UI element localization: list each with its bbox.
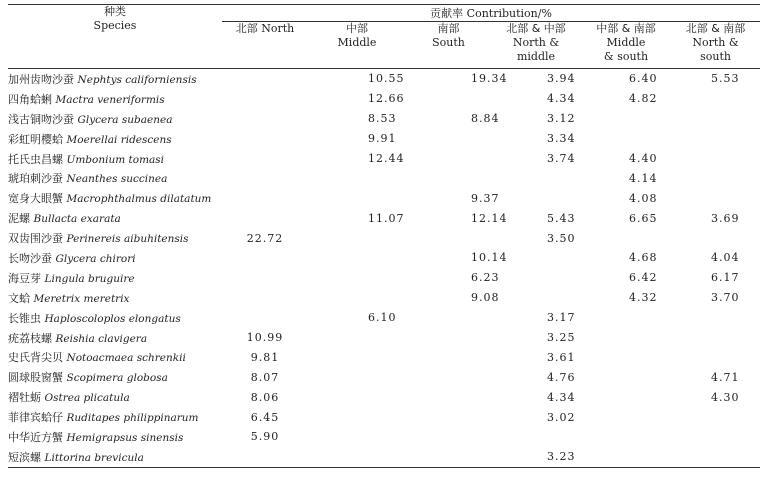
value-cell (308, 407, 406, 427)
value-cell (406, 367, 491, 387)
region-header (222, 22, 308, 69)
value-cell: 4.82 (629, 92, 658, 106)
table-row (8, 447, 760, 467)
value-cell: 4.34 (547, 390, 576, 404)
region-header-en: North & (692, 36, 739, 49)
species-name-cn: 菲律宾蛤仔 (8, 411, 63, 425)
species-cell (8, 228, 222, 248)
species-cell (8, 109, 222, 129)
contribution-table (8, 4, 760, 468)
species-name-latin: Littorina brevicula (44, 451, 144, 464)
value-cell (671, 308, 760, 328)
species-name-cn: 泥螺 (8, 212, 30, 226)
value-cell: 10.14 (471, 251, 508, 265)
species-name-latin: Bullacta exarata (33, 213, 121, 226)
value-cell (671, 188, 760, 208)
species-cell (8, 328, 222, 348)
value-cell: 8.07 (250, 370, 280, 384)
region-header (581, 22, 671, 69)
value-cell (671, 149, 760, 169)
value-cell (406, 387, 491, 407)
species-name-cn: 浅古铜吻沙蚕 (8, 112, 74, 126)
species-name-latin: Reishia clavigera (55, 332, 148, 345)
table-row (8, 89, 760, 109)
value-cell (308, 387, 406, 407)
species-cell (8, 89, 222, 109)
table-row (8, 347, 760, 367)
value-cell: 8.06 (250, 390, 280, 404)
value-cell (222, 208, 308, 228)
region-header-en: North & (512, 36, 560, 49)
value-cell: 6.17 (711, 271, 740, 285)
value-cell (406, 447, 491, 467)
value-cell (671, 328, 760, 348)
value-cell (222, 89, 308, 109)
value-cell (581, 367, 671, 387)
value-cell: 3.69 (711, 211, 740, 225)
region-header (671, 22, 760, 69)
value-cell: 5.43 (547, 211, 576, 225)
value-cell: 9.81 (250, 350, 280, 364)
region-header (308, 22, 406, 69)
value-cell (581, 109, 671, 129)
value-cell: 5.90 (250, 430, 280, 444)
value-cell: 9.08 (471, 291, 500, 305)
region-header (406, 22, 491, 69)
species-name-latin: Moerellai ridescens (66, 133, 172, 146)
table-body (8, 69, 760, 468)
value-cell (308, 268, 406, 288)
value-cell: 4.32 (629, 291, 658, 305)
species-name-cn: 文蛤 (8, 291, 30, 305)
value-cell (671, 89, 760, 109)
value-cell (581, 427, 671, 447)
value-cell (308, 248, 406, 268)
value-cell: 4.68 (629, 251, 658, 265)
value-cell (581, 308, 671, 328)
species-name-latin: Perinereis aibuhitensis (66, 233, 189, 246)
value-cell: 5.53 (711, 72, 740, 86)
species-name-cn: 海豆芽 (8, 271, 41, 285)
species-cell (8, 208, 222, 228)
table-row (8, 427, 760, 447)
value-cell: 10.99 (246, 331, 284, 345)
species-cell (8, 168, 222, 188)
value-cell: 11.07 (368, 211, 405, 225)
species-cell (8, 268, 222, 288)
value-cell (406, 168, 491, 188)
species-name-latin: Glycera chirori (55, 252, 136, 265)
value-cell: 3.34 (547, 132, 576, 146)
species-cell (8, 129, 222, 149)
species-name-latin: Nephtys californiensis (77, 73, 197, 86)
species-name-cn: 宽身大眼蟹 (8, 192, 63, 206)
species-cell (8, 427, 222, 447)
value-cell: 3.61 (547, 350, 576, 364)
header-row-1 (8, 5, 760, 22)
value-cell: 12.66 (368, 92, 405, 106)
table-row (8, 228, 760, 248)
value-cell: 4.04 (711, 251, 740, 265)
species-name-latin: Mactra veneriformis (55, 93, 165, 106)
value-cell (406, 308, 491, 328)
species-name-cn: 琥珀刺沙蚕 (8, 172, 63, 186)
species-name-cn: 圆球股窗蟹 (8, 371, 63, 385)
region-header-en: Middle (606, 36, 646, 49)
value-cell: 3.74 (547, 152, 576, 165)
species-name-cn: 短滨螺 (8, 450, 41, 464)
value-cell (491, 168, 581, 188)
species-name-cn: 彩虹明樱蛤 (8, 132, 63, 146)
value-cell (222, 248, 308, 268)
value-cell: 22.72 (246, 231, 284, 245)
region-header-en-line2: south (700, 50, 731, 63)
value-cell (406, 427, 491, 447)
value-cell (491, 427, 581, 447)
value-cell: 3.25 (547, 331, 576, 345)
species-cell (8, 447, 222, 467)
value-cell: 9.37 (471, 191, 500, 205)
value-cell: 3.02 (547, 410, 576, 424)
value-cell (222, 109, 308, 129)
species-name-cn: 史氏背尖贝 (8, 351, 63, 365)
species-name-cn: 托氏虫昌螺 (8, 152, 63, 166)
value-cell (491, 268, 581, 288)
species-name-cn: 四角蛤蜊 (8, 92, 52, 106)
value-cell (222, 168, 308, 188)
table-row (8, 367, 760, 387)
value-cell (222, 188, 308, 208)
species-cell (8, 367, 222, 387)
table-row (8, 149, 760, 169)
value-cell (222, 447, 308, 467)
species-name-latin: Umbonium tomasi (66, 153, 165, 166)
value-cell: 4.34 (547, 92, 576, 106)
species-name-cn: 长吻沙蚕 (8, 251, 52, 265)
value-cell (222, 149, 308, 169)
value-cell (491, 188, 581, 208)
species-name-cn: 双齿围沙蚕 (8, 232, 63, 246)
species-cell (8, 188, 222, 208)
value-cell (222, 308, 308, 328)
table-row (8, 288, 760, 308)
value-cell (671, 168, 760, 188)
species-name-latin: Macrophthalmus dilatatum (66, 193, 212, 206)
value-cell (671, 109, 760, 129)
table-row (8, 308, 760, 328)
species-cell (8, 149, 222, 169)
species-name-cn: 疣荔枝螺 (8, 331, 52, 345)
value-cell (406, 149, 491, 169)
value-cell: 4.14 (629, 171, 658, 185)
value-cell: 3.94 (547, 72, 576, 86)
species-cell (8, 387, 222, 407)
value-cell (671, 228, 760, 248)
species-name-latin: Ruditapes philippinarum (66, 412, 199, 425)
value-cell: 4.71 (711, 370, 740, 384)
value-cell (491, 288, 581, 308)
value-cell: 3.70 (711, 291, 740, 305)
species-header-en: Species (93, 19, 137, 32)
value-cell: 3.12 (547, 112, 576, 126)
species-name-latin: Neanthes succinea (66, 173, 168, 186)
species-cell (8, 407, 222, 427)
table-row (8, 69, 760, 89)
species-name-latin: Glycera subaenea (77, 113, 173, 126)
value-cell: 4.08 (629, 191, 658, 205)
region-header-en-line2: middle (516, 50, 556, 63)
value-cell (406, 129, 491, 149)
region-header-cn: 中部 & 南部 (596, 22, 656, 35)
value-cell: 4.30 (711, 390, 740, 404)
value-cell (671, 447, 760, 467)
species-name-latin: Meretrix meretrix (33, 292, 130, 305)
value-cell (308, 168, 406, 188)
value-cell (671, 347, 760, 367)
table-row (8, 407, 760, 427)
value-cell (222, 129, 308, 149)
region-header-en: Middle (337, 36, 377, 49)
value-cell (308, 328, 406, 348)
value-cell: 3.17 (547, 311, 576, 325)
value-cell (581, 328, 671, 348)
value-cell (581, 407, 671, 427)
region-header-cn: 南部 (437, 22, 460, 35)
value-cell: 4.40 (629, 152, 658, 165)
region-header (491, 22, 581, 69)
value-cell (671, 129, 760, 149)
value-cell: 6.23 (471, 271, 500, 285)
value-cell: 12.14 (471, 211, 508, 225)
table-row (8, 188, 760, 208)
region-header-cn: 北部 & 中部 (506, 22, 566, 35)
table-row (8, 129, 760, 149)
value-cell (222, 69, 308, 89)
value-cell: 6.65 (629, 211, 658, 225)
table-row (8, 268, 760, 288)
value-cell (581, 447, 671, 467)
value-cell (406, 228, 491, 248)
region-header-en: North (261, 22, 295, 35)
value-cell: 6.42 (629, 271, 658, 285)
value-cell (406, 328, 491, 348)
species-name-latin: Hemigrapsus sinensis (66, 431, 184, 444)
value-cell: 19.34 (471, 72, 508, 86)
value-cell (222, 268, 308, 288)
value-cell (406, 347, 491, 367)
table-row (8, 387, 760, 407)
value-cell (671, 407, 760, 427)
region-header-en-line2: & south (603, 50, 649, 63)
region-header-cn: 北部 & 南部 (685, 22, 746, 35)
value-cell (671, 427, 760, 447)
table-row (8, 109, 760, 129)
value-cell (308, 228, 406, 248)
value-cell: 8.84 (471, 112, 500, 126)
species-cell (8, 69, 222, 89)
value-cell: 4.76 (547, 370, 576, 384)
value-cell: 6.45 (250, 410, 280, 424)
value-cell: 12.44 (368, 152, 405, 165)
value-cell (308, 347, 406, 367)
table-row (8, 168, 760, 188)
species-header (8, 5, 222, 69)
species-name-latin: Notoacmaea schrenkii (66, 352, 186, 365)
species-cell (8, 288, 222, 308)
contribution-header: 贡献率 Contribution/% (222, 5, 760, 22)
species-cell (8, 347, 222, 367)
value-cell (308, 188, 406, 208)
value-cell (581, 347, 671, 367)
value-cell (406, 89, 491, 109)
table-row (8, 328, 760, 348)
value-cell (222, 288, 308, 308)
value-cell: 10.55 (368, 72, 405, 86)
species-name-latin: Lingula bruguire (44, 272, 135, 285)
value-cell (581, 387, 671, 407)
species-name-cn: 褶牡蛎 (8, 391, 41, 405)
species-header-cn: 种类 (104, 5, 126, 18)
value-cell: 6.40 (629, 72, 658, 86)
species-name-cn: 中华近方蟹 (8, 430, 63, 444)
table-row (8, 208, 760, 228)
value-cell: 3.50 (547, 231, 576, 245)
region-header-en: South (432, 36, 465, 49)
species-cell (8, 248, 222, 268)
species-cell (8, 308, 222, 328)
value-cell (406, 407, 491, 427)
species-name-cn: 加州齿吻沙蚕 (8, 72, 74, 86)
species-name-latin: Ostrea plicatula (44, 392, 130, 405)
species-name-latin: Scopimera globosa (66, 372, 168, 385)
region-header-cn: 中部 (346, 22, 368, 35)
value-cell (308, 288, 406, 308)
species-name-cn: 长锥虫 (8, 311, 41, 325)
value-cell (308, 427, 406, 447)
value-cell: 3.23 (547, 450, 576, 464)
value-cell (581, 228, 671, 248)
table-row (8, 248, 760, 268)
value-cell (308, 447, 406, 467)
value-cell (308, 367, 406, 387)
value-cell (581, 129, 671, 149)
region-header-cn: 北部 (235, 22, 258, 35)
species-name-latin: Haploscoloplos elongatus (44, 312, 181, 325)
value-cell: 9.91 (368, 132, 397, 146)
value-cell: 6.10 (368, 311, 397, 325)
value-cell: 8.53 (368, 112, 397, 126)
